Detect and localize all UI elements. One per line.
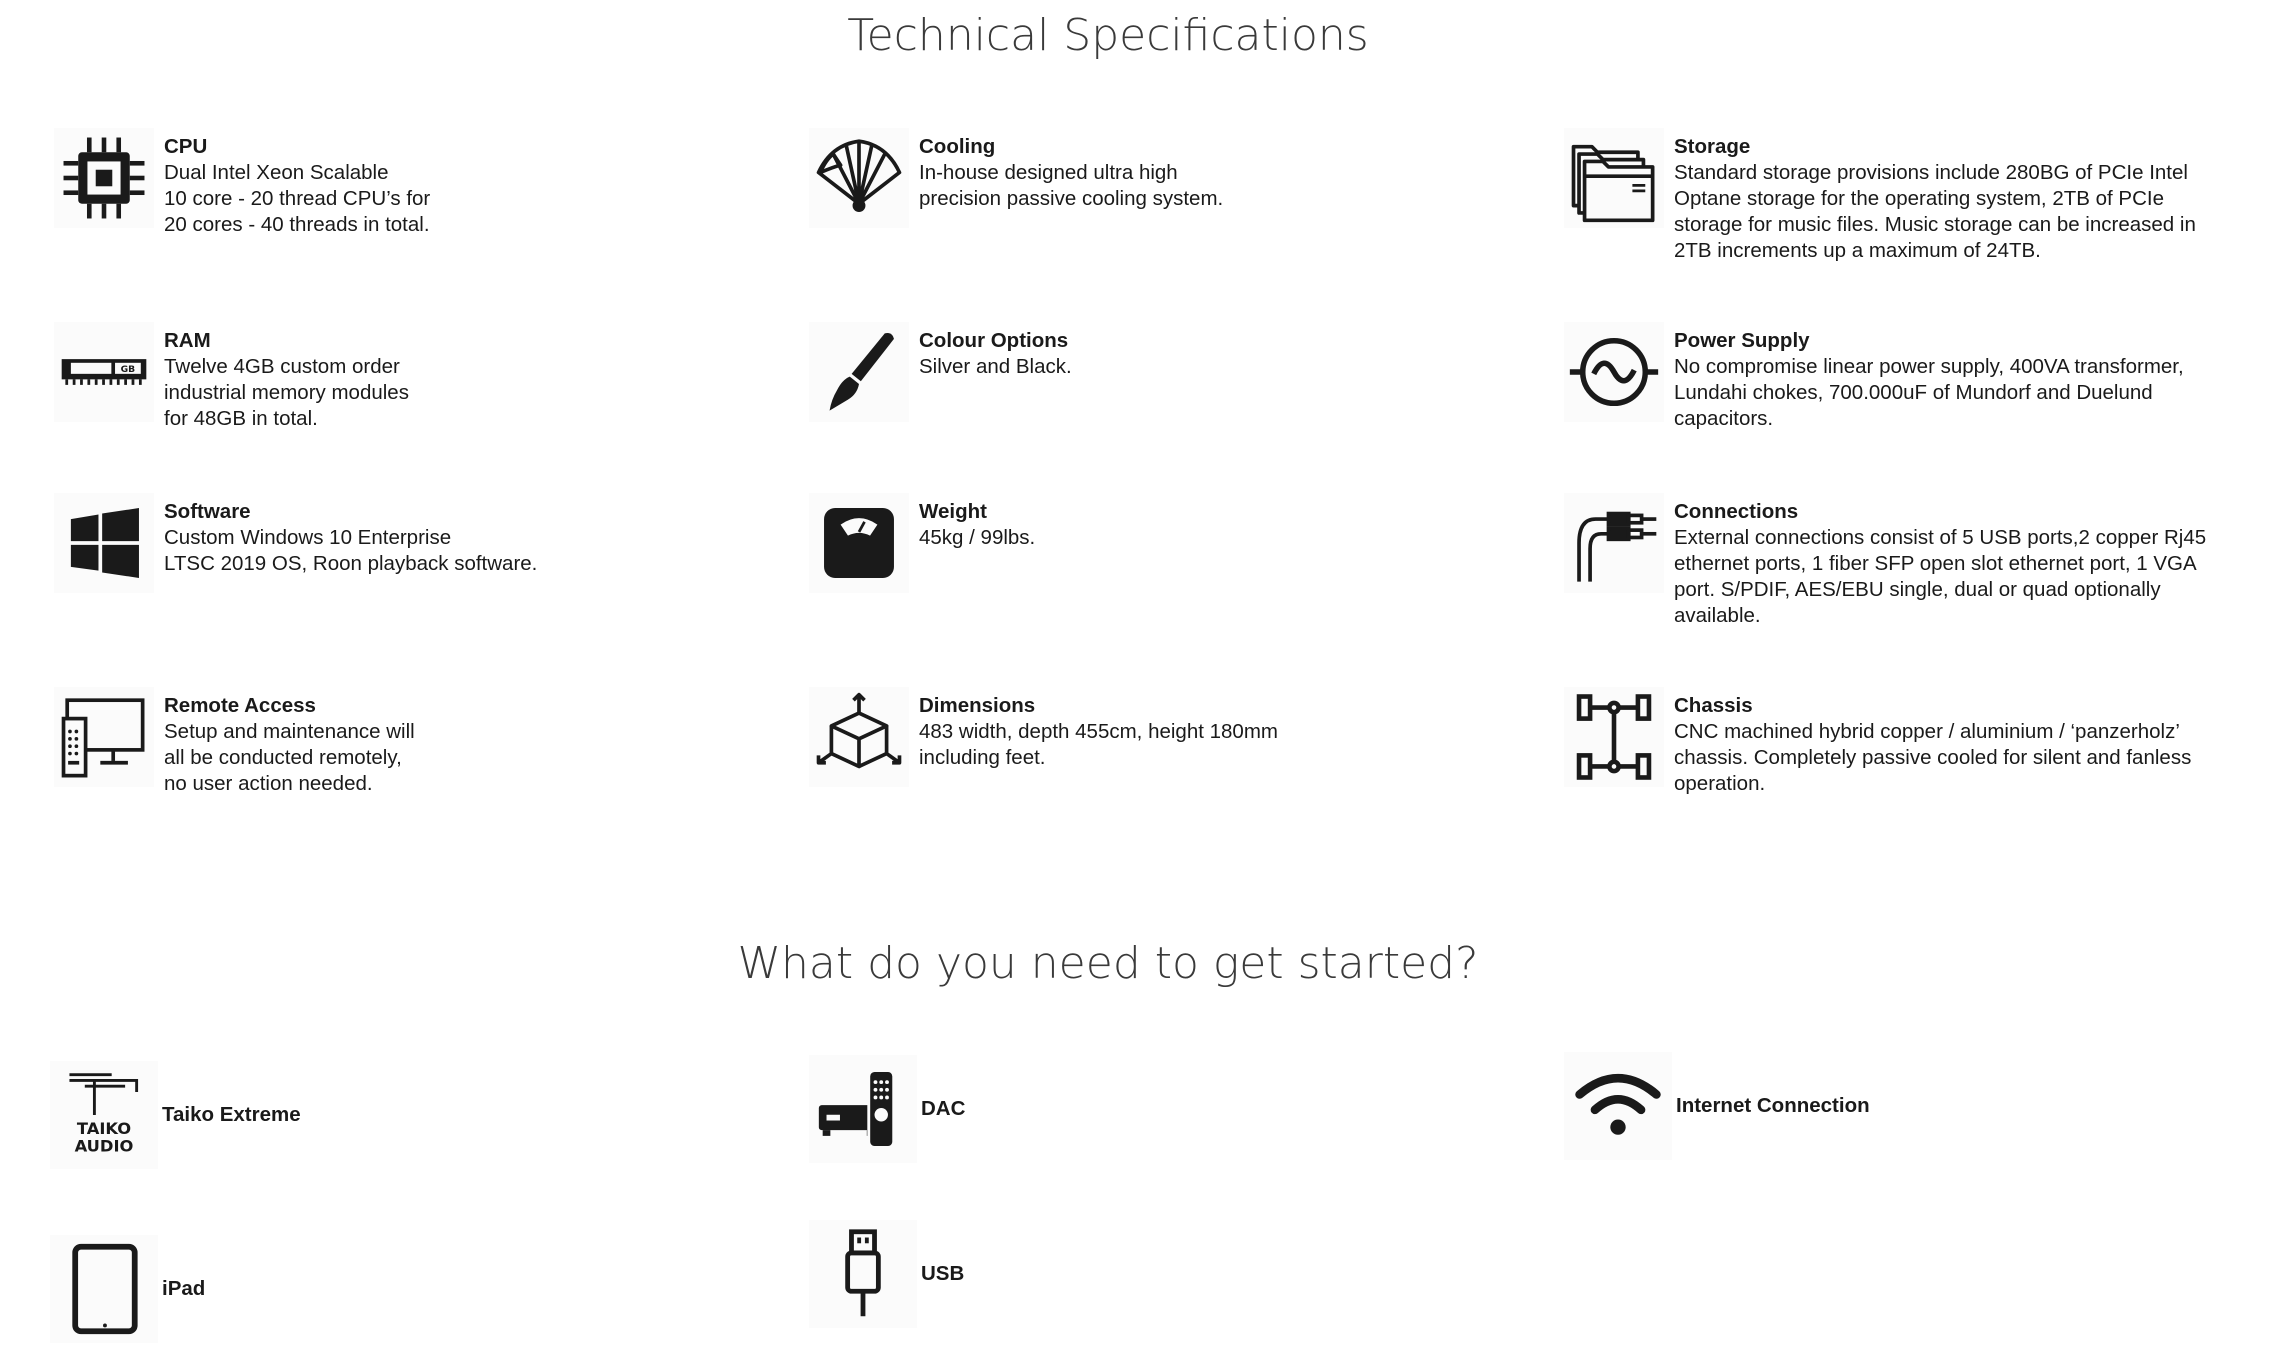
spec-description: 45kg / 99lbs.	[919, 526, 1036, 549]
spec-title: CPU	[164, 135, 208, 158]
scale-icon	[809, 493, 909, 593]
requirement-label: USB	[921, 1262, 965, 1285]
fan-icon	[809, 128, 909, 228]
tablet-icon	[50, 1235, 158, 1343]
requirement-label: Taiko Extreme	[162, 1103, 301, 1126]
spec-title: Storage	[1674, 135, 1751, 158]
taiko-audio-logo-icon	[50, 1061, 158, 1169]
spec-title: RAM	[164, 329, 211, 352]
cpu-chip-icon	[54, 128, 154, 228]
spec-title: Chassis	[1674, 694, 1753, 717]
requirement-item-dac	[809, 1055, 1489, 1163]
spec-description: No compromise linear power supply, 400VA transformer, Lundahi chokes, 700.000uF of Mundorf and Duelund capacitors.	[1674, 355, 2184, 430]
memory-module-icon	[54, 322, 154, 422]
requirement-label: DAC	[921, 1097, 966, 1120]
wifi-icon	[1564, 1052, 1672, 1160]
requirement-item-taiko-extreme	[50, 1061, 730, 1169]
spec-item-weight	[813, 493, 1503, 593]
windows-logo-icon	[54, 493, 154, 593]
spec-item-ram	[58, 322, 748, 432]
folders-icon	[1564, 128, 1664, 228]
requirement-label: iPad	[162, 1277, 206, 1300]
requirement-label: Internet Connection	[1676, 1094, 1870, 1117]
spec-description: Setup and maintenance will all be conducted remotely, no user action needed.	[164, 720, 415, 795]
ac-power-icon	[1564, 322, 1664, 422]
spec-description: Silver and Black.	[919, 355, 1072, 378]
spec-title: Power Supply	[1674, 329, 1810, 352]
spec-description: 483 width, depth 455cm, height 180mm including feet.	[919, 720, 1278, 769]
spec-item-connections	[1568, 493, 2258, 629]
spec-description: Dual Intel Xeon Scalable 10 core - 20 thread CPU’s for 20 cores - 40 threads in total.	[164, 161, 431, 236]
ram-label: GB	[120, 364, 136, 375]
desktop-remote-icon	[54, 687, 154, 787]
requirement-item-ipad	[50, 1235, 730, 1343]
requirement-item-internet-connection	[1564, 1052, 2244, 1160]
rca-cable-icon	[1564, 493, 1664, 593]
spec-title: Colour Options	[919, 329, 1069, 352]
spec-item-dimensions	[813, 687, 1503, 787]
spec-title: Connections	[1674, 500, 1799, 523]
usb-plug-icon	[809, 1220, 917, 1328]
spec-title: Dimensions	[919, 694, 1036, 717]
logo-text-audio: AUDIO	[74, 1136, 134, 1156]
spec-title: Remote Access	[164, 694, 316, 717]
spec-item-cpu	[58, 128, 748, 238]
spec-item-chassis	[1568, 687, 2258, 797]
dac-remote-icon	[809, 1055, 917, 1163]
requirement-item-usb	[809, 1220, 1489, 1328]
cube-dimensions-icon	[809, 687, 909, 787]
spec-item-cooling	[813, 128, 1503, 228]
spec-description: Standard storage provisions include 280BG of PCIe Intel Optane storage for the operating system, 2TB of PCIe storage for music files. Music storage can be increased in 2TB increments up a maximum of 24TB.	[1674, 161, 2196, 262]
spec-description: External connections consist of 5 USB ports,2 copper Rj45 ethernet ports, 1 fiber SFP open slot ethernet port, 1 VGA port. S/PDIF, AES/EBU single, dual or quad optionally available.	[1674, 526, 2207, 627]
spec-description: CNC machined hybrid copper / aluminium / ‘panzerholz’ chassis. Completely passive cooled for silent and fanless operation.	[1674, 720, 2192, 795]
paintbrush-icon	[809, 322, 909, 422]
spec-item-colour-options	[813, 322, 1503, 422]
logo-text-taiko: TAIKO	[76, 1119, 132, 1139]
chassis-icon	[1564, 687, 1664, 787]
spec-item-storage	[1568, 128, 2258, 264]
spec-title: Software	[164, 500, 251, 523]
spec-item-power-supply	[1568, 322, 2258, 432]
section-title-get-started: What do you need to get started?	[737, 938, 1479, 989]
spec-description: Twelve 4GB custom order industrial memory modules for 48GB in total.	[164, 355, 409, 430]
section-title-specifications: Technical Specifications	[847, 10, 1369, 61]
spec-title: Weight	[919, 500, 987, 523]
spec-item-software	[58, 493, 748, 593]
spec-item-remote-access	[58, 687, 748, 797]
spec-title: Cooling	[919, 135, 996, 158]
spec-description: Custom Windows 10 Enterprise LTSC 2019 OS, Roon playback software.	[164, 526, 538, 575]
spec-description: In-house designed ultra high precision passive cooling system.	[919, 161, 1224, 210]
